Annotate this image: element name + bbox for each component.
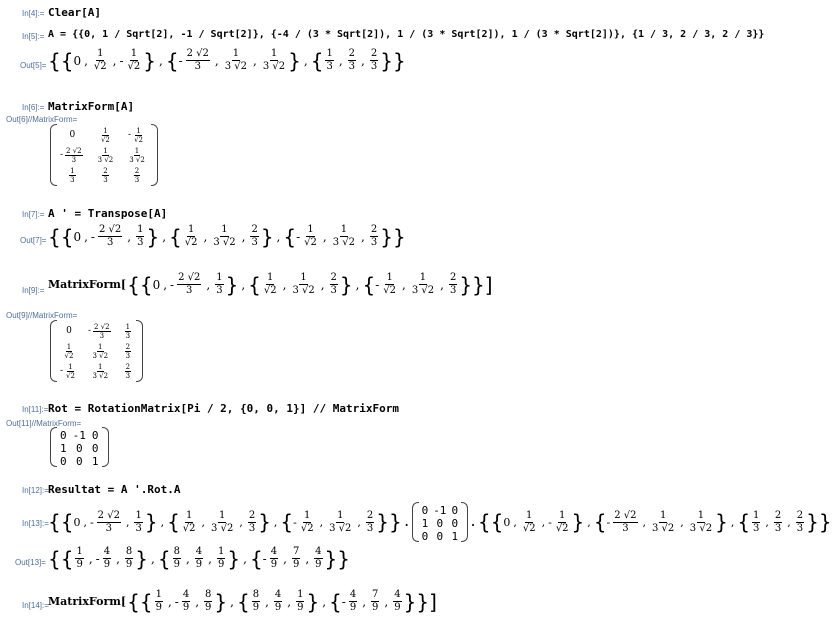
output-label: Out[5]=	[20, 61, 47, 70]
rotation-matrix-inline: 0 -1 0 1 0 0 0 0 1	[412, 502, 469, 542]
input-expression[interactable]: MatrixForm[ {{ $\frac{1}{9}$ , - $\frac{4}{9}$ , $\frac{8}{9}$ } , { $\frac{8}{9}$ , $\frac{4}{9}$ , $\frac{1}{9}$ } , { - $\frac{4}{9}$ , $\frac{7}{9}$ , $\frac{4}{9}$ }}]	[48, 589, 437, 614]
output-expression: {{ 0 , $\frac{1}{√2}$ , - $\frac{1}{√2}$ } , { - $\frac{2 √2}{3}$ , $\frac{1}{3 √2}$ , $\frac{1}{3 √2}$ } , { $\frac{1}{3}$ , $\frac{2}{3}$ , $\frac{2}{3}$ }}	[48, 48, 406, 73]
output-label: Out[6]//MatrixForm=	[6, 115, 78, 124]
fraction: $\frac{1}{3 √2}$	[224, 48, 248, 72]
input-code[interactable]: MatrixForm[A]	[48, 100, 135, 113]
input-expression[interactable]: {{ 0 , - $\frac{2 √2}{3}$ , $\frac{1}{3}$ } , { $\frac{1}{√2}$ , $\frac{1}{3 √2}$ , $\frac{2}{3}$ } , { - $\frac{1}{√2}$ , $\frac{1}{3 √2}$ , $\frac{2}{3}$ }} . 0 -1 0 1 0 0 0 0 1 . {{ 0 , $\frac{1}{√2}$ , - $\frac{1}{√2}$ } , { - $\frac{2 √2}{3}$ , $\frac{1}{3 √2}$ , $\frac{1}{3 √2}$ } , { $\frac{1}{3}$ , $\frac{2}{3}$ , $\frac{2}{3}$ }}	[48, 504, 832, 543]
input-label: In[4]:=	[22, 9, 45, 18]
fraction: $\frac{1}{√2}$	[93, 48, 107, 72]
input-expression[interactable]: MatrixForm[ {{ 0 , - $\frac{2 √2}{3}$ , $\frac{1}{3}$ } , { $\frac{1}{√2}$ , $\frac{1}{3 √2}$ , $\frac{2}{3}$ } , { - $\frac{1}{√2}$ , $\frac{1}{3 √2}$ , $\frac{2}{3}$ }}]	[48, 272, 493, 297]
comma: ,	[84, 53, 88, 68]
input-code[interactable]: A = {{0, 1 / Sqrt[2], -1 / Sqrt[2]}, {-4 / (3 * Sqrt[2]), 1 / (3 * Sqrt[2]), 1 / (3 * Sqrt[2])}, {1 / 3, 2 / 3, 2 / 3}}	[48, 29, 765, 40]
input-code[interactable]: Clear[A]	[48, 6, 101, 19]
input-code[interactable]: Rot = RotationMatrix[Pi / 2, {0, 0, 1}] // MatrixForm	[48, 402, 399, 415]
input-label: In[12]:=	[22, 486, 49, 495]
input-label: In[5]:=	[22, 32, 45, 41]
brace: {{	[48, 48, 74, 73]
fraction: $\frac{1}{3 √2}$	[262, 48, 286, 72]
output-expression: {{ $\frac{1}{9}$ , - $\frac{4}{9}$ , $\frac{8}{9}$ } , { $\frac{8}{9}$ , $\frac{4}{9}$ , $\frac{1}{9}$ } , { - $\frac{4}{9}$ , $\frac{7}{9}$ , $\frac{4}{9}$ }}	[48, 546, 350, 571]
fraction: $\frac{2}{3}$	[348, 48, 356, 72]
input-label: In[13]:=	[22, 519, 49, 528]
input-label: In[14]:=	[22, 601, 49, 610]
value: 0	[73, 53, 82, 68]
output-label: Out[13]=	[15, 558, 46, 567]
output-label: Out[9]//MatrixForm=	[6, 311, 78, 320]
input-label: In[9]:=	[22, 286, 45, 295]
left-paren	[50, 124, 57, 186]
input-code[interactable]: Resultat = A '.Rot.A	[48, 483, 181, 496]
rotation-matrix: 0 -1 0 1 0 0 0 0 1	[50, 427, 109, 467]
input-code[interactable]: A ' = Transpose[A]	[48, 207, 168, 220]
input-label: In[11]:=	[22, 405, 49, 414]
fraction: $\frac{1}{3}$	[326, 48, 333, 72]
output-expression: {{ 0 , - $\frac{2 √2}{3}$ , $\frac{1}{3}$ } , { $\frac{1}{√2}$ , $\frac{1}{3 √2}$ , $\frac{2}{3}$ } , { - $\frac{1}{√2}$ , $\frac{1}{3 √2}$ , $\frac{2}{3}$ }}	[48, 224, 406, 249]
fraction: $\frac{1}{√2}$	[127, 48, 141, 72]
matrix-output: 0 - $\frac{2 √2}{3}$ $\frac{1}{3}$ $\frac{1}{√2}$ $\frac{1}{3 √2}$ $\frac{2}{3}$ - $\frac{1}{√2}$ $\frac{1}{3 √2}$ $\frac{2}{3}$	[50, 320, 143, 382]
matrix-output: 0 $\frac{1}{√2}$ - $\frac{1}{√2}$ - $\frac{2 √2}{3}$ $\frac{1}{3 √2}$ $\frac{1}{3 √2}$ $\frac{1}{3}$ $\frac{2}{3}$ $\frac{2}{3}$	[50, 124, 158, 186]
fraction: $\frac{2 √2}{3}$	[186, 48, 209, 72]
output-label: Out[11]//MatrixForm=	[6, 419, 82, 428]
input-label: In[7]:=	[22, 210, 45, 219]
output-label: Out[7]=	[20, 236, 47, 245]
input-label: In[6]:=	[22, 103, 45, 112]
fraction: $\frac{2}{3}$	[370, 48, 378, 72]
right-paren	[151, 124, 158, 186]
